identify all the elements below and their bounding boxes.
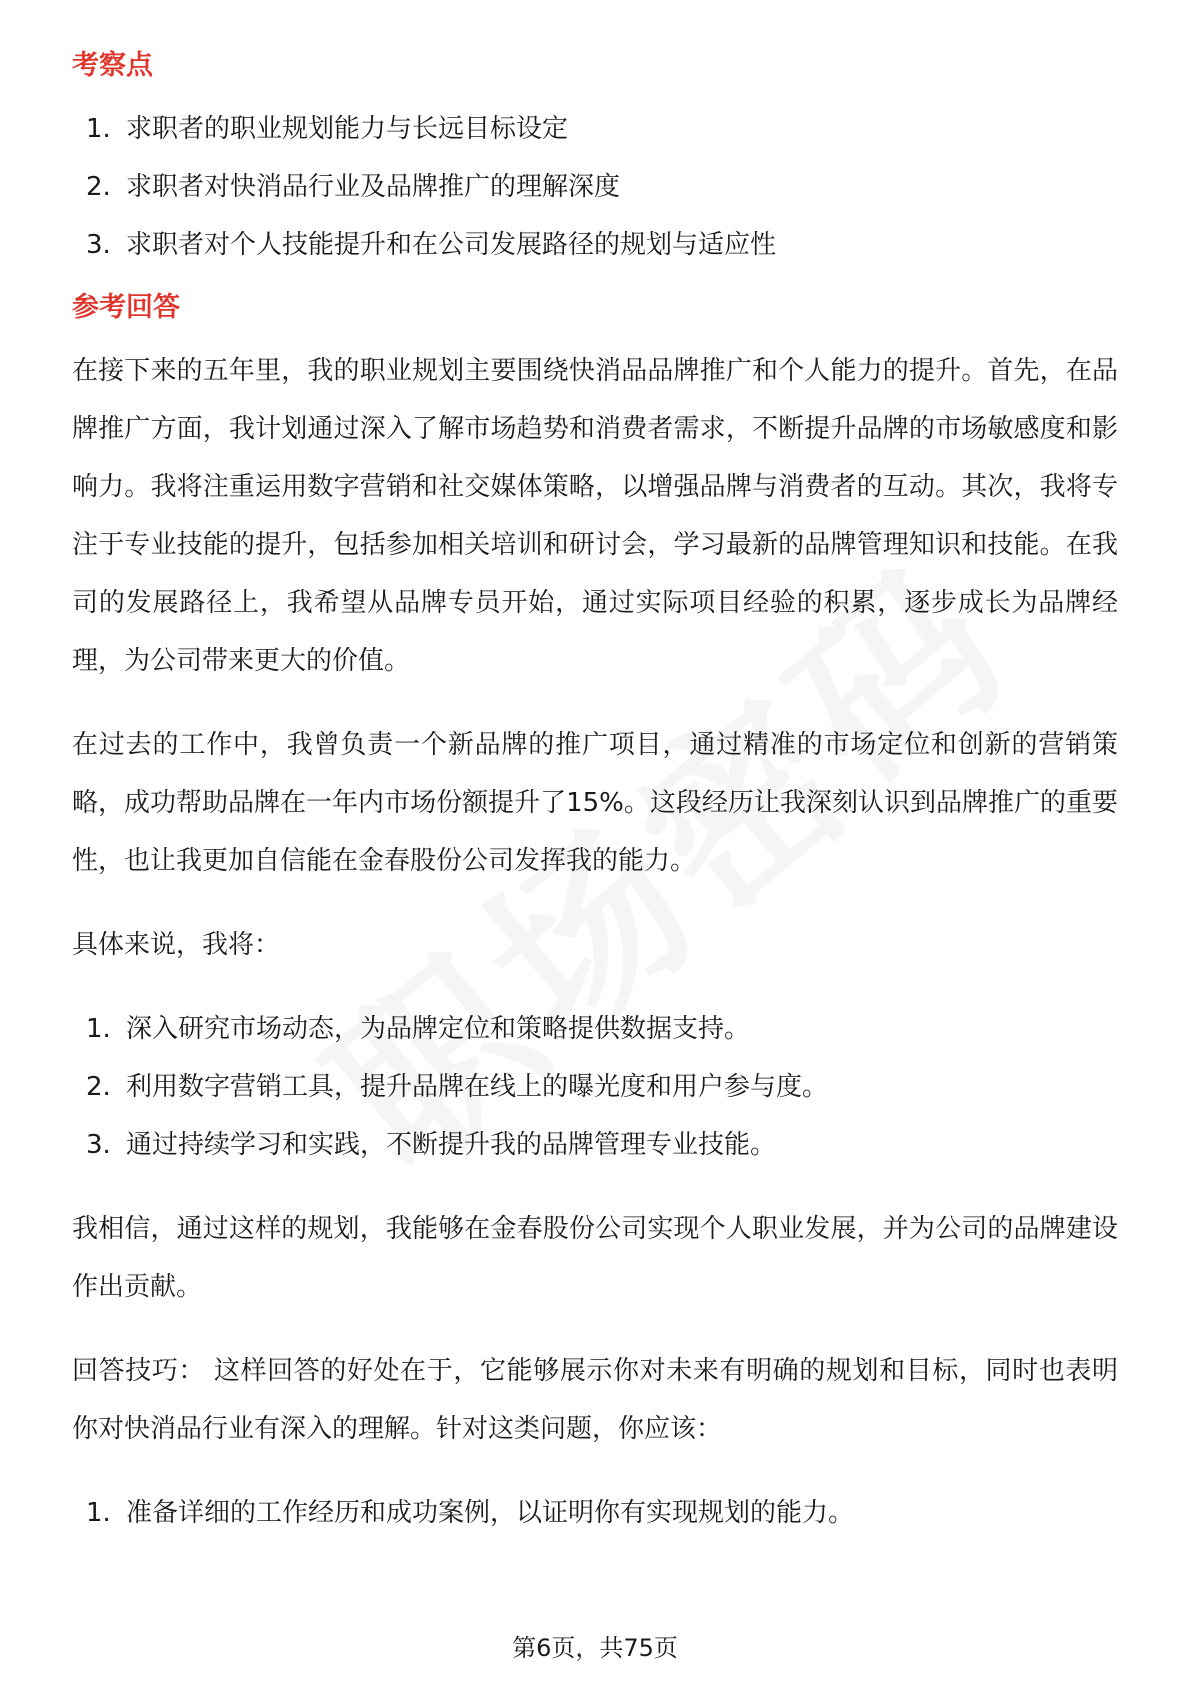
list-text: 求职者的职业规划能力与长远目标设定 xyxy=(126,114,569,144)
answer-paragraph-1: 在接下来的五年里，我的职业规划主要围绕快消品品牌推广和个人能力的提升。首先，在品牌推广方面，我计划通过深入了解市场趋势和消费者需求，不断提升品牌的市场敏感度和影响力。我将注重运用数字营销和社交媒体策略，以增强品牌与消费者的互动。其次，我将专注于专业技能的提升，包括参加相关培训和研讨会，学习最新的品牌管理知识和技能。在我司的发展路径上，我希望从品牌专员开始，通过实际项目经验的积累，逐步成长为品牌经理，为公司带来更大的价值。 xyxy=(72,356,1118,676)
list-number: 2. xyxy=(86,1072,111,1102)
list-item xyxy=(72,158,1118,216)
list-number: 1. xyxy=(86,1498,111,1528)
list-number: 3. xyxy=(86,230,111,260)
list-number: 1. xyxy=(86,114,111,144)
list-text: 通过持续学习和实践，不断提升我的品牌管理专业技能。 xyxy=(126,1130,777,1160)
list-item xyxy=(72,216,1118,274)
list-item xyxy=(72,1058,1118,1116)
list-item xyxy=(72,1000,1118,1058)
plans-list xyxy=(72,1000,1118,1174)
answer-paragraph-4: 我相信，通过这样的规划，我能够在金春股份公司实现个人职业发展，并为公司的品牌建设作出贡献。 xyxy=(72,1214,1118,1302)
points-list xyxy=(72,100,1118,274)
list-number: 3. xyxy=(86,1130,111,1160)
page-footer: 第6页，共75页 xyxy=(512,1634,678,1662)
points-heading: 考察点 xyxy=(72,50,153,81)
page-content xyxy=(72,46,1118,1542)
list-number: 1. xyxy=(86,1014,111,1044)
list-item xyxy=(72,1116,1118,1174)
tips-list xyxy=(72,1484,1118,1542)
list-text: 求职者对个人技能提升和在公司发展路径的规划与适应性 xyxy=(126,230,777,260)
list-text: 求职者对快消品行业及品牌推广的理解深度 xyxy=(126,172,621,202)
list-text: 准备详细的工作经历和成功案例，以证明你有实现规划的能力。 xyxy=(126,1498,855,1528)
answer-tips-paragraph: 回答技巧： 这样回答的好处在于，它能够展示你对未来有明确的规划和目标，同时也表明你对快消品行业有深入的理解。针对这类问题，你应该： xyxy=(72,1356,1118,1444)
answer-heading: 参考回答 xyxy=(72,292,180,323)
answer-paragraph-3: 具体来说，我将： xyxy=(72,930,281,960)
answer-paragraph-2: 在过去的工作中，我曾负责一个新品牌的推广项目，通过精准的市场定位和创新的营销策略，成功帮助品牌在一年内市场份额提升了15%。这段经历让我深刻认识到品牌推广的重要性，也让我更加自信能在金春股份公司发挥我的能力。 xyxy=(72,730,1118,876)
list-text: 利用数字营销工具，提升品牌在线上的曝光度和用户参与度。 xyxy=(126,1072,829,1102)
list-item xyxy=(72,100,1118,158)
list-text: 深入研究市场动态，为品牌定位和策略提供数据支持。 xyxy=(126,1014,751,1044)
list-item xyxy=(72,1484,1118,1542)
list-number: 2. xyxy=(86,172,111,202)
